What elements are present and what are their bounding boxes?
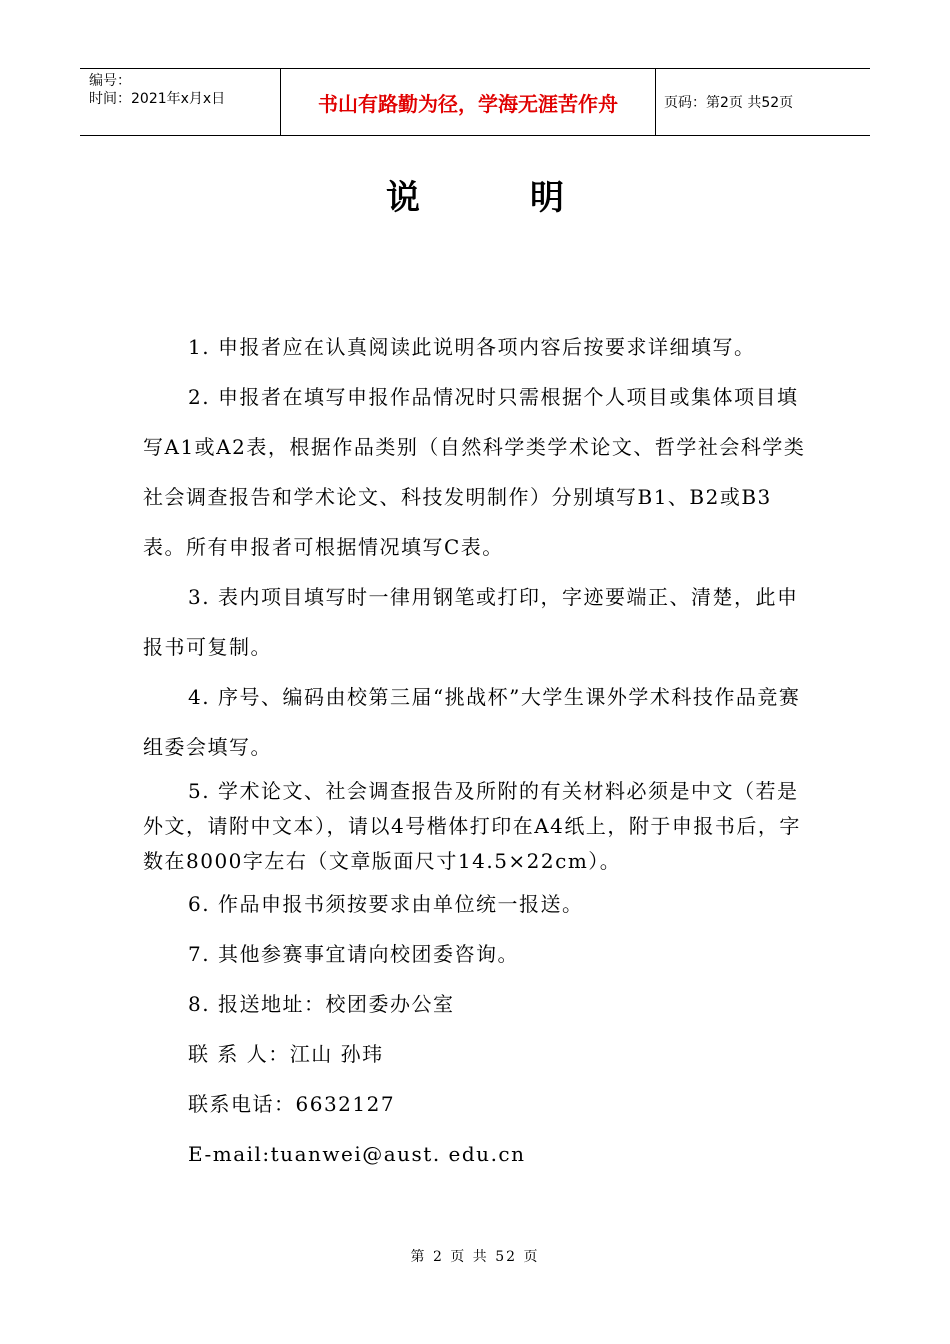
- instruction-item-4: 4. 序号、编码由校第三届“挑战杯”大学生课外学术科技作品竞赛组委会填写。: [143, 685, 801, 759]
- contact-person: 联 系 人：江山 孙玮: [188, 1042, 384, 1066]
- contact-email: E-mail:tuanwei@aust. edu.cn: [188, 1142, 526, 1166]
- page-footer: 第 2 页 共 52 页: [410, 1249, 540, 1265]
- header-meta: [80, 69, 281, 135]
- date-label: 时间：2021年x月x日: [89, 91, 226, 107]
- contact-phone: 联系电话：6632127: [188, 1092, 396, 1116]
- instruction-item-3: 3. 表内项目填写时一律用钢笔或打印，字迹要端正、清楚，此申报书可复制。: [143, 585, 799, 659]
- page-title: 说明: [386, 178, 674, 218]
- instruction-item-2: 2. 申报者在填写申报作品情况时只需根据个人项目或集体项目填写A1或A2表，根据作品类别（自然科学类学术论文、哲学社会科学类社会调查报告和学术论文、科技发明制作）分别填写B1、B2或B3表。所有申报者可根据情况填写C表。: [143, 385, 806, 559]
- instruction-item-1: 1. 申报者应在认真阅读此说明各项内容后按要求详细填写。: [188, 335, 756, 359]
- header-motto: 书山有路勤为径，学海无涯苦作舟: [281, 69, 656, 135]
- instruction-item-6: 6. 作品申报书须按要求由单位统一报送。: [188, 892, 584, 916]
- instruction-item-7: 7. 其他参赛事宜请向校团委咨询。: [188, 942, 519, 966]
- number-label: 编号：: [89, 73, 131, 89]
- instruction-item-8: 8. 报送地址：校团委办公室: [188, 992, 455, 1016]
- instructions-body: [143, 322, 813, 1179]
- page-header: [80, 68, 870, 136]
- instruction-item-5: 5. 学术论文、社会调查报告及所附的有关材料必须是中文（若是外文，请附中文本），请以4号楷体打印在A4纸上，附于申报书后，字数在8000字左右（文章版面尺寸14.5×22cm）。: [143, 779, 801, 873]
- header-page-info: 页码：第2页 共52页: [664, 95, 794, 111]
